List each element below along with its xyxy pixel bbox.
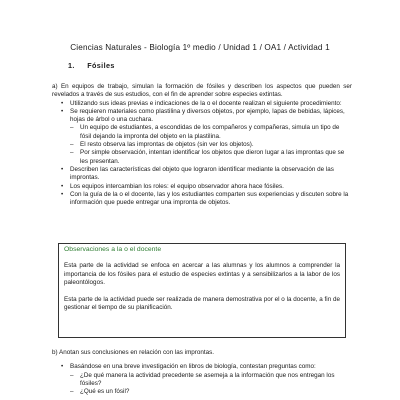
part-a-list xyxy=(52,100,352,208)
part-b-list xyxy=(52,363,352,396)
list-item-text: Basándose en una breve investigación en libros de biología, contestan preguntas como: xyxy=(70,363,316,371)
list-item xyxy=(70,108,352,166)
observations-title: Observaciones a la o el docente xyxy=(64,246,162,253)
observations-paragraph: Esta parte de la actividad puede ser realizada de manera demostrativa por el o la docente, a fin de gestionar el tiempo de su planificación. xyxy=(64,296,340,312)
list-item-text: Se requieren materiales como plastilina y diversos objetos, por ejemplo, lapas de bebidas, lápices, hojas de árbol o una cuchara. xyxy=(70,107,345,124)
list-item-text: Con la guía de la o el docente, las y los estudiantes comparten sus experiencias y discuten sobre la información que puede entregar una impronta de objetos. xyxy=(70,190,349,207)
section-title xyxy=(68,62,115,70)
sub-list-item: – Un equipo de estudiantes, a escondidas de los compañeros y compañeras, simula un tipo de fósil dejando la impronta del objeto en la plastilina. xyxy=(80,124,352,141)
list-item xyxy=(70,166,352,183)
part-b-intro: b) Anotan sus conclusiones en relación con las improntas. xyxy=(52,349,215,356)
sub-list-item: – ¿De qué manera la actividad precedente se asemeja a la información que nos entregan los fósiles? xyxy=(80,372,352,389)
list-item xyxy=(70,100,352,108)
list-item xyxy=(70,183,352,191)
section-number: 1. xyxy=(68,61,75,70)
list-item-text: Los equipos intercambian los roles: el equipo observador ahora hace fósiles. xyxy=(70,182,284,190)
observations-paragraph: Esta parte de la actividad se enfoca en acercar a las alumnas y los alumnos a comprender la importancia de los fósiles para el estudio de especies extintas y a sensibilizarlos a la labor de los paleontólogos. xyxy=(64,262,340,286)
part-b xyxy=(52,349,352,396)
sub-list-item: – Por simple observación, intentan identificar los objetos que dieron lugar a las improntas que se les presentan. xyxy=(80,149,352,166)
sub-list xyxy=(70,124,352,165)
list-item xyxy=(70,363,352,396)
sub-list-item: – ¿Qué es un fósil? xyxy=(80,388,352,396)
list-item xyxy=(70,191,352,208)
list-item-text: Describen las características del objeto que lograron identificar mediante la observación de las improntas. xyxy=(70,165,334,182)
list-item-text: Utilizando sus ideas previas e indicaciones de la o el docente realizan el siguiente procedimiento: xyxy=(70,99,342,107)
sub-list-item: – El resto observa las improntas de objetos (sin ver los objetos). xyxy=(80,141,352,149)
part-a-intro: a) En equipos de trabajo, simulan la formación de fósiles y describen los aspectos que pueden ser revelados a través de sus estudios, con el fin de aprender sobre especies extintas. xyxy=(52,83,352,99)
sub-list xyxy=(70,372,352,397)
section-title-text: Fósiles xyxy=(87,61,115,70)
teacher-observations-box xyxy=(58,243,346,338)
part-a xyxy=(52,83,352,207)
page-header: Ciencias Naturales - Biología 1º medio / Unidad 1 / OA1 / Actividad 1 xyxy=(70,43,330,52)
